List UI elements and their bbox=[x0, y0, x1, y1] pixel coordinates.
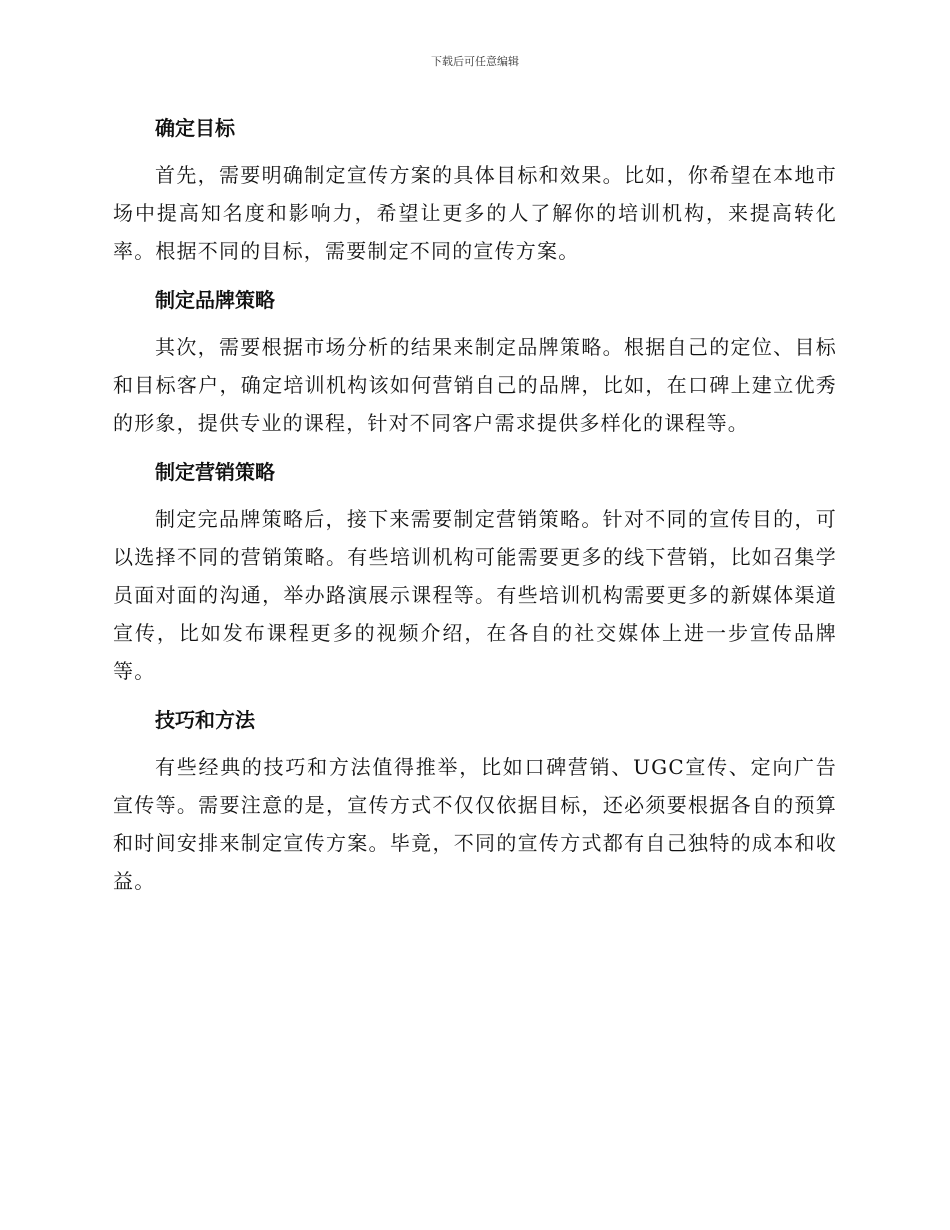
section-heading: 技巧和方法 bbox=[155, 708, 255, 732]
section-heading: 制定品牌策略 bbox=[155, 288, 275, 312]
section-determine-goals bbox=[113, 110, 837, 270]
section-marketing-strategy bbox=[113, 454, 837, 690]
section-paragraph: 首先，需要明确制定宣传方案的具体目标和效果。比如，你希望在本地市场中提高知名度和影响力，希望让更多的人了解你的培训机构，来提高转化率。根据不同的目标，需要制定不同的宣传方案。 bbox=[113, 163, 837, 263]
section-paragraph: 有些经典的技巧和方法值得推举，比如口碑营销、UGC宣传、定向广告宣传等。需要注意的是，宣传方式不仅仅依据目标，还必须要根据各自的预算和时间安排来制定宣传方案。毕竟，不同的宣传方式都有自己独特的成本和收益。 bbox=[113, 755, 837, 893]
page-header: 下载后可任意编辑 bbox=[431, 55, 519, 68]
section-paragraph: 制定完品牌策略后，接下来需要制定营销策略。针对不同的宣传目的，可以选择不同的营销策略。有些培训机构可能需要更多的线下营销，比如召集学员面对面的沟通，举办路演展示课程等。有些培训机构需要更多的新媒体渠道宣传，比如发布课程更多的视频介绍，在各自的社交媒体上进一步宣传品牌等。 bbox=[113, 507, 837, 683]
section-heading: 制定营销策略 bbox=[155, 460, 275, 484]
section-heading: 确定目标 bbox=[155, 116, 235, 140]
section-brand-strategy bbox=[113, 282, 837, 442]
document-body bbox=[113, 110, 837, 912]
section-paragraph: 其次，需要根据市场分析的结果来制定品牌策略。根据自己的定位、目标和目标客户，确定培训机构该如何营销自己的品牌，比如，在口碑上建立优秀的形象，提供专业的课程，针对不同客户需求提供多样化的课程等。 bbox=[113, 335, 837, 435]
section-techniques-methods bbox=[113, 702, 837, 900]
